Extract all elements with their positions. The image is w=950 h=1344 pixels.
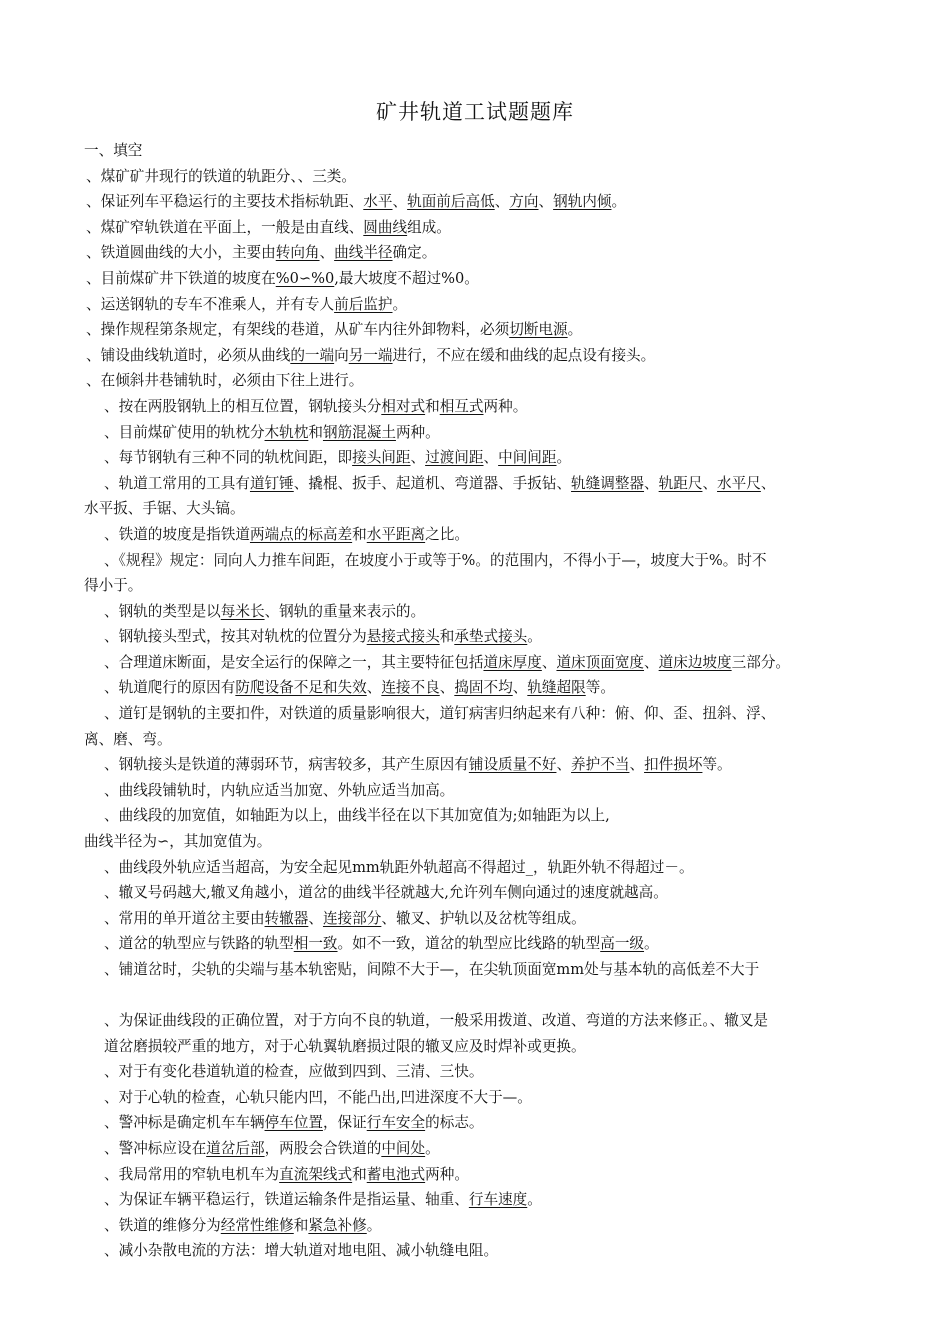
- text-segment: 组成。: [407, 218, 451, 236]
- text-segment: 、: [319, 244, 335, 262]
- text-line: [84, 880, 904, 906]
- text-segment: 确定。: [392, 244, 437, 262]
- text-segment: 、: [392, 193, 408, 211]
- text-segment: 、按在两股钢轨上的相互位置，钢轨接头分: [104, 397, 382, 415]
- text-line: [84, 573, 904, 599]
- text-line: [84, 727, 904, 753]
- answer-underlined: 铺设质量不好: [468, 756, 557, 774]
- answer-underlined: 蓄电池式: [366, 1165, 426, 1183]
- answer-underlined: 两端点的标高差: [249, 525, 353, 543]
- answer-underlined: 道钉锤: [249, 474, 294, 492]
- text-line: [84, 624, 904, 650]
- text-segment: 。: [392, 295, 408, 313]
- text-line: [84, 394, 904, 420]
- text-line: [84, 1110, 904, 1136]
- text-segment: 、辙叉号码越大,辙叉角越小，道岔的曲线半径就越大,允许列车侧向通过的速度就越高。: [104, 884, 668, 902]
- answer-underlined: 木轨枕: [264, 423, 309, 441]
- text-line: [84, 650, 904, 676]
- text-segment: ，轨距外轨不得超过－。: [533, 858, 694, 876]
- answer-underlined: 水平: [363, 193, 393, 211]
- text-line: [84, 215, 904, 241]
- text-segment: 、: [483, 449, 499, 467]
- question-list: [84, 138, 904, 1264]
- text-line: [84, 675, 904, 701]
- section-heading: [84, 138, 904, 164]
- text-line: [84, 1034, 904, 1060]
- text-segment: 曲线半径为∽，其加宽值为。: [84, 833, 272, 851]
- answer-underlined: 连接不良: [381, 679, 440, 697]
- text-segment: 和: [439, 628, 455, 646]
- text-line: [84, 1213, 904, 1239]
- text-line: [84, 266, 904, 292]
- text-segment: 、对于心轨的检查，心轨只能内凹，不能凸出,凹进深度不大于—。: [104, 1088, 532, 1106]
- answer-underlined: 轨缝超限: [527, 679, 586, 697]
- text-segment: 、警冲标是确定机车车辆: [104, 1114, 265, 1132]
- text-segment: 等。: [585, 679, 615, 697]
- answer-underlined: 直流架线式: [279, 1165, 353, 1183]
- text-segment: 、: [439, 679, 455, 697]
- text-segment: 、: [644, 474, 659, 492]
- text-segment: 、铺道岔时，尖轨的尖端与基本轨密贴，间隙不大于—，在尖轨顶面宽mm处与基本轨的高低差不大于: [104, 961, 760, 978]
- text-segment: ,最大坡度不超过%0。: [334, 269, 479, 287]
- text-segment: 、铁道的维修分为: [104, 1216, 221, 1234]
- answer-underlined: 相互式: [439, 397, 484, 415]
- text-segment: 三部分。: [731, 653, 791, 671]
- text-segment: 、对于有变化巷道轨道的检查，应做到四到、三清、三快。: [104, 1063, 484, 1081]
- answer-underlined: 另一端: [348, 346, 393, 364]
- text-segment: 和: [352, 1165, 367, 1183]
- text-segment: 两种。: [395, 423, 440, 441]
- text-segment: 、曲线段外轨应适当超高，为安全起见mm轨距外轨超高不得超过: [104, 858, 526, 876]
- answer-underlined: 道床顶面宽度: [556, 653, 645, 671]
- text-segment: 、保证列车平稳运行的主要技术指标轨距、: [86, 193, 364, 211]
- answer-underlined: 水平距离: [366, 525, 426, 543]
- text-segment: 、煤矿矿井现行的铁道的轨距分、、三类。: [86, 167, 356, 185]
- answer-underlined: 接头间距: [352, 449, 411, 467]
- answer-underlined: 经常性维修: [220, 1216, 294, 1234]
- text-segment: 一、填空: [84, 142, 143, 159]
- text-segment: 、轨道爬行的原因有: [104, 679, 236, 697]
- text-segment: 、: [308, 909, 323, 927]
- answer-underlined: 轨面前后高低: [407, 193, 495, 211]
- text-segment: 、钢轨接头型式，按其对轨枕的位置分为: [104, 628, 367, 646]
- answer-underlined: 水平尺: [717, 474, 761, 492]
- text-segment: 。: [425, 1139, 440, 1157]
- answer-underlined: 前后监护: [334, 295, 393, 313]
- answer-underlined: 防爬设备不足和失效: [235, 679, 367, 697]
- text-segment: 、辙叉、护轨以及岔枕等组成。: [381, 909, 586, 927]
- text-segment: 。: [366, 1216, 382, 1234]
- text-line: [84, 1008, 904, 1034]
- text-segment: 。: [644, 935, 659, 953]
- text-segment: _: [525, 858, 534, 876]
- text-line: [84, 368, 904, 394]
- answer-underlined: 轨距尺: [658, 474, 703, 492]
- answer-underlined: 轨缝调整器: [571, 474, 645, 492]
- text-segment: 和: [425, 397, 440, 415]
- text-segment: ，保证: [322, 1114, 367, 1132]
- text-segment: 、警冲标应设在: [104, 1139, 207, 1157]
- text-segment: 。: [611, 193, 627, 211]
- text-segment: 向: [334, 346, 349, 364]
- text-segment: 、: [556, 756, 572, 774]
- text-line: [84, 343, 904, 369]
- answer-underlined: 曲线半径: [334, 244, 393, 262]
- text-line: [84, 1187, 904, 1213]
- text-segment: 、曲线段的加宽值，如轴距为以上，曲线半径在以下其加宽值为;如轴距为以上,: [104, 807, 610, 825]
- text-segment: 离、磨、弯。: [84, 730, 172, 748]
- answer-underlined: 停车位置: [264, 1114, 323, 1132]
- text-segment: 、曲线段铺轨时，内轨应适当加宽、外轨应适当加高。: [104, 781, 455, 799]
- answer-underlined: 转向角: [275, 244, 320, 262]
- answer-underlined: 方向: [509, 193, 539, 211]
- text-segment: 、: [760, 474, 776, 492]
- text-segment: 、为保证曲线段的正确位置，对于方向不良的轨道，一般采用拨道、改道、弯道的方法来修正。、辙叉是: [104, 1012, 769, 1029]
- answer-underlined: 高一级: [600, 935, 645, 953]
- answer-underlined: 钢筋混凝土: [322, 423, 396, 441]
- text-segment: 、: [538, 193, 554, 211]
- answer-underlined: 扣件损坏: [644, 756, 703, 774]
- text-line: [84, 496, 904, 522]
- text-line: [84, 701, 904, 727]
- text-line: [84, 855, 904, 881]
- answer-underlined: 悬接式接头: [366, 628, 440, 646]
- text-segment: 、常用的单开道岔主要由: [104, 909, 265, 927]
- answer-underlined: 切断电源: [509, 321, 568, 339]
- text-line: [84, 1238, 904, 1264]
- text-line: [84, 471, 904, 497]
- text-segment: 、每节钢轨有三种不同的轨枕间距，即: [104, 449, 353, 467]
- answer-underlined: 道岔后部: [206, 1139, 265, 1157]
- text-segment: 、: [629, 756, 645, 774]
- answer-underlined: 转辙器: [264, 909, 309, 927]
- text-segment: 。如不一致，道岔的轨型应比线路的轨型: [337, 935, 601, 953]
- text-line: [84, 240, 904, 266]
- text-segment: 。: [527, 1191, 542, 1209]
- answer-underlined: 相一致: [293, 935, 338, 953]
- text-line: [84, 420, 904, 446]
- text-segment: 进行，不应在缓和曲线的起点设有接头。: [392, 346, 656, 364]
- text-segment: 、铁道的坡度是指铁道: [104, 525, 250, 543]
- text-segment: 和: [293, 1216, 309, 1234]
- text-segment: 、: [702, 474, 718, 492]
- text-line: [84, 778, 904, 804]
- text-segment: 的标志。: [425, 1114, 484, 1132]
- answer-underlined: 行车安全: [366, 1114, 426, 1132]
- text-segment: 、: [494, 193, 510, 211]
- text-segment: 两种。: [425, 1165, 469, 1183]
- answer-underlined: 捣固不均: [454, 679, 513, 697]
- text-segment: 、钢轨的类型是以: [104, 602, 221, 620]
- text-line: [84, 522, 904, 548]
- text-segment: 等。: [702, 756, 732, 774]
- answer-underlined: 每米长: [220, 602, 265, 620]
- answer-underlined: 道床厚度: [483, 653, 542, 671]
- text-line: [84, 445, 904, 471]
- text-segment: 和: [308, 423, 323, 441]
- text-segment: 、: [512, 679, 528, 697]
- text-segment: 、合理道床断面，是安全运行的保障之一，其主要特征包括: [104, 653, 484, 671]
- answer-underlined: 过渡间距: [425, 449, 484, 467]
- text-segment: 、目前煤矿井下铁道的坡度在: [86, 269, 276, 287]
- text-line: [84, 1136, 904, 1162]
- text-segment: 、为保证车辆平稳运行，铁道运输条件是指运量、轴重、: [104, 1191, 469, 1209]
- text-segment: 道岔磨损较严重的地方，对于心轨翼轨磨损过限的辙叉应及时焊补或更换。: [104, 1037, 586, 1055]
- text-segment: 、操作规程第条规定，有架线的巷道，从矿车内往外卸物料，必须: [86, 321, 510, 339]
- text-segment: 、运送钢轨的专车不准乘人，并有专人: [86, 295, 335, 313]
- text-segment: ，两股会合铁道的: [264, 1139, 382, 1157]
- answer-underlined: 钢轨内倾: [553, 193, 612, 211]
- answer-underlined: 行车速度: [468, 1191, 528, 1209]
- text-segment: 。: [556, 449, 572, 467]
- text-segment: 和: [352, 525, 367, 543]
- text-line: [84, 752, 904, 778]
- text-segment: 之比。: [425, 525, 469, 543]
- text-segment: 水平扳、手锯、大头镐。: [84, 500, 245, 518]
- answer-underlined: 中间间距: [498, 449, 557, 467]
- text-line: [84, 548, 904, 574]
- text-segment: 、道钉是钢轨的主要扣件，对铁道的质量影响很大，道钉病害归纳起来有八种：俯、仰、歪、扭斜、浮、: [104, 705, 776, 723]
- text-line: [84, 317, 904, 343]
- text-segment: 、: [644, 653, 659, 671]
- answer-underlined: 相对式: [381, 397, 426, 415]
- answer-underlined: 圆曲线: [363, 218, 408, 236]
- text-line: [84, 957, 904, 1008]
- text-segment: 、: [410, 449, 426, 467]
- text-line: [84, 931, 904, 957]
- answer-underlined: 连接部分: [322, 909, 382, 927]
- text-segment: 、铁道圆曲线的大小，主要由: [86, 244, 276, 262]
- text-segment: 、钢轨的重量来表示的。: [264, 602, 426, 620]
- answer-underlined: 中间处: [381, 1139, 426, 1157]
- answer-underlined: 养护不当: [571, 756, 630, 774]
- answer-underlined: 紧急补修: [308, 1216, 367, 1234]
- text-segment: 、撬棍、扳手、起道机、弯道器、手扳钻、: [293, 474, 572, 492]
- text-segment: 、道岔的轨型应与铁路的轨型: [104, 935, 294, 953]
- answer-underlined: %0∽%0: [275, 269, 335, 287]
- text-segment: 。: [527, 628, 542, 646]
- text-segment: 、我局常用的窄轨电机车为: [104, 1165, 280, 1183]
- text-segment: 、减小杂散电流的方法：增大轨道对地电阻、减小轨缝电阻。: [104, 1242, 499, 1260]
- text-line: [84, 803, 904, 829]
- text-line: [84, 1059, 904, 1085]
- text-segment: 、目前煤矿使用的轨枕分: [104, 423, 265, 441]
- text-line: [84, 829, 904, 855]
- text-segment: 两种。: [483, 397, 528, 415]
- answer-underlined: 的一端: [290, 346, 335, 364]
- text-segment: 、: [541, 653, 557, 671]
- text-line: [84, 292, 904, 318]
- text-segment: 。: [567, 321, 583, 339]
- text-line: [84, 1162, 904, 1188]
- text-line: [84, 164, 904, 190]
- text-line: [84, 189, 904, 215]
- text-line: [84, 1085, 904, 1111]
- text-segment: 、铺设曲线轨道时，必须从曲线: [86, 346, 291, 364]
- answer-underlined: 道床边坡度: [658, 653, 732, 671]
- text-segment: 、钢轨接头是铁道的薄弱环节，病害较多，其产生原因有: [104, 756, 469, 774]
- answer-underlined: 承垫式接头: [454, 628, 528, 646]
- text-segment: 、轨道工常用的工具有: [104, 474, 250, 492]
- text-segment: 得小于。: [84, 577, 143, 595]
- document-title: 矿井轨道工试题题库: [376, 100, 574, 124]
- text-segment: 、煤矿窄轨铁道在平面上，一般是由直线、: [86, 218, 364, 236]
- text-segment: 、《规程》规定：同向人力推车间距，在坡度小于或等于%。的范围内，不得小于—，坡度大于%。时不: [104, 551, 767, 569]
- text-segment: 、在倾斜井巷铺轨时，必须由下往上进行。: [86, 372, 364, 390]
- text-line: [84, 906, 904, 932]
- text-line: [84, 599, 904, 625]
- text-segment: 、: [366, 679, 382, 697]
